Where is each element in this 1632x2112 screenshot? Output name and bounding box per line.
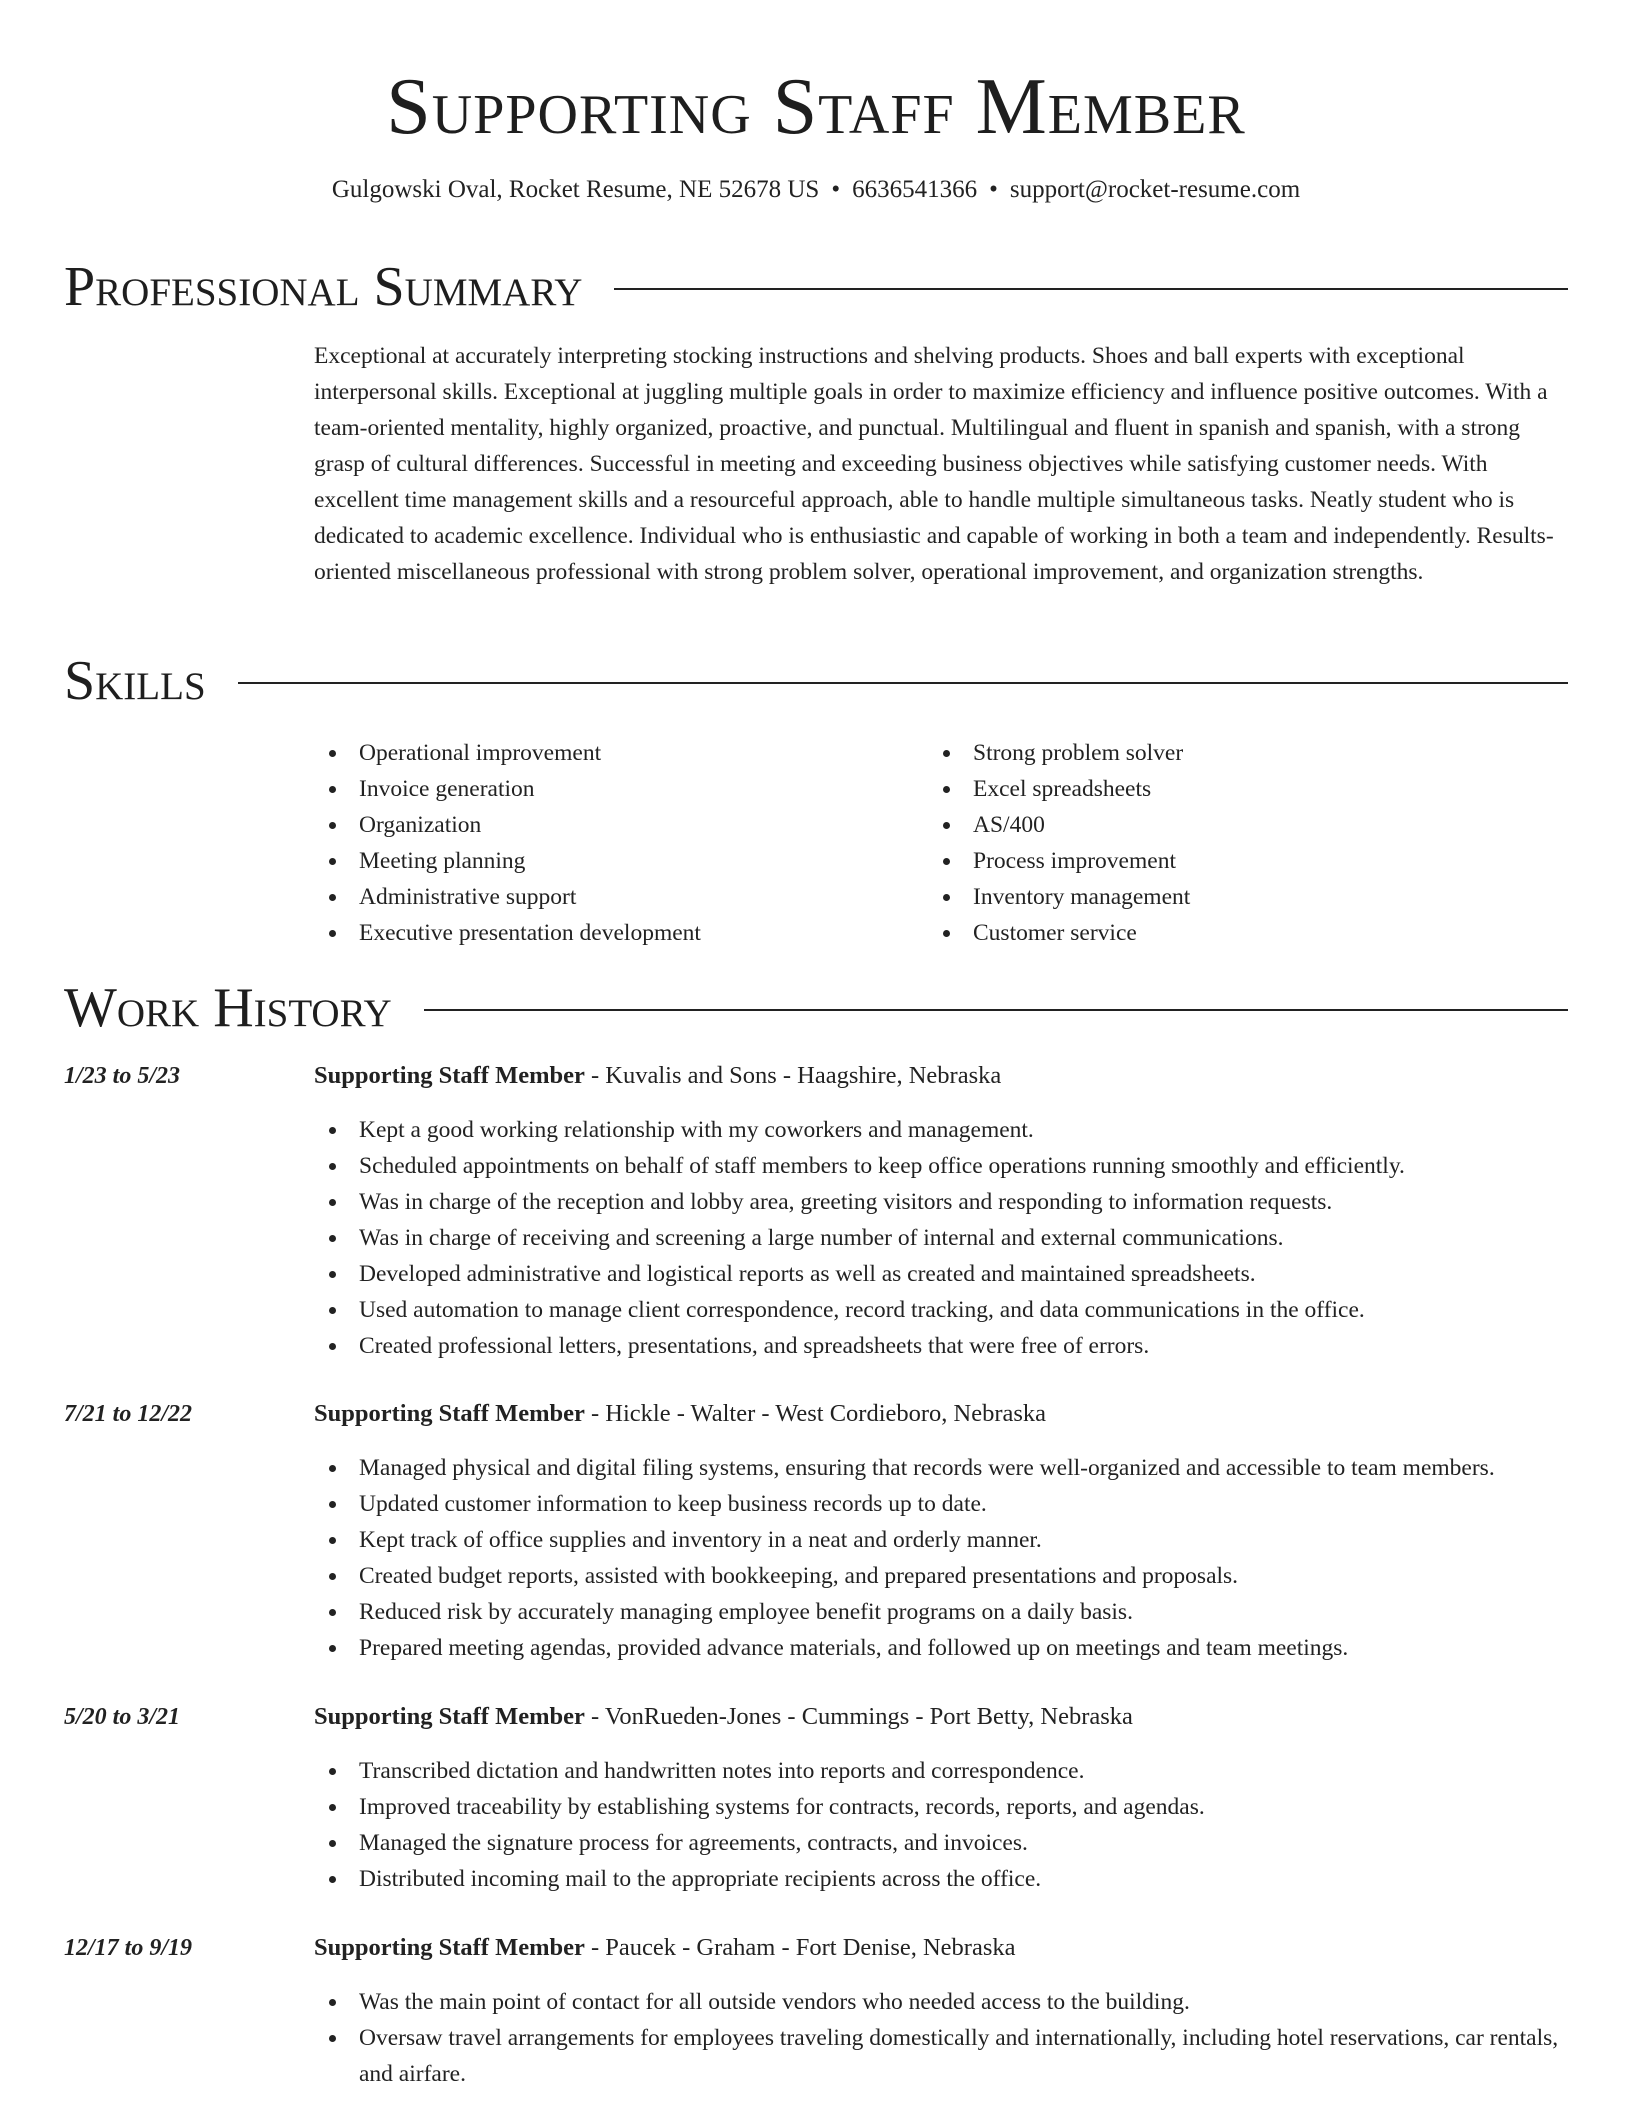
job-bullet: Managed physical and digital filing systems, ensuring that records were well-organized and accessible to team members. bbox=[314, 1450, 1568, 1486]
contact-address: Gulgowski Oval, Rocket Resume, NE 52678 US bbox=[331, 176, 820, 203]
section-divider bbox=[424, 1009, 1568, 1011]
job-bullet: Kept track of office supplies and inventory in a neat and orderly manner. bbox=[314, 1522, 1568, 1558]
skill-item: Meeting planning bbox=[314, 843, 914, 879]
skills-list-right bbox=[928, 735, 1528, 951]
job-bullet: Distributed incoming mail to the appropriate recipients across the office. bbox=[314, 1861, 1568, 1897]
contact-separator: • bbox=[831, 176, 841, 203]
contact-phone: 6636541366 bbox=[852, 176, 978, 203]
section-divider bbox=[238, 682, 1568, 684]
job-bullet: Was the main point of contact for all outside vendors who needed access to the building. bbox=[314, 1984, 1568, 2020]
job-heading bbox=[314, 1699, 1133, 1735]
job-bullet: Reduced risk by accurately managing employee benefit programs on a daily basis. bbox=[314, 1594, 1568, 1630]
contact-line bbox=[0, 175, 1632, 205]
skill-item: AS/400 bbox=[928, 807, 1528, 843]
skill-item: Process improvement bbox=[928, 843, 1528, 879]
skill-item: Invoice generation bbox=[314, 771, 914, 807]
job-dates: 12/17 to 9/19 bbox=[64, 1935, 193, 1961]
job-dates: 1/23 to 5/23 bbox=[64, 1063, 181, 1089]
job-heading bbox=[314, 1930, 1016, 1966]
job-bullet: Transcribed dictation and handwritten notes into reports and correspondence. bbox=[314, 1753, 1568, 1789]
section-divider bbox=[614, 288, 1568, 290]
job-heading bbox=[314, 1058, 1001, 1094]
job-bullet: Was in charge of the reception and lobby area, greeting visitors and responding to information requests. bbox=[314, 1184, 1568, 1220]
skill-item: Strong problem solver bbox=[928, 735, 1528, 771]
contact-email[interactable]: support@rocket-resume.com bbox=[1009, 176, 1301, 203]
job-bullet: Used automation to manage client correspondence, record tracking, and data communications in the office. bbox=[314, 1292, 1568, 1328]
skill-item: Inventory management bbox=[928, 879, 1528, 915]
candidate-name: Supporting Staff Member bbox=[386, 63, 1246, 151]
summary-section-title: Professional Summary bbox=[64, 256, 583, 318]
job-heading bbox=[314, 1396, 1046, 1432]
job-bullet-list bbox=[314, 1753, 1568, 1897]
job-bullet-list bbox=[314, 1450, 1568, 1666]
job-bullet-list bbox=[314, 1112, 1568, 1364]
job-bullet: Updated customer information to keep business records up to date. bbox=[314, 1486, 1568, 1522]
skills-section-title: Skills bbox=[64, 650, 206, 712]
job-bullet: Was in charge of receiving and screening a large number of internal and external communications. bbox=[314, 1220, 1568, 1256]
skill-item: Excel spreadsheets bbox=[928, 771, 1528, 807]
job-bullet: Created professional letters, presentations, and spreadsheets that were free of errors. bbox=[314, 1328, 1568, 1364]
work-section-title: Work History bbox=[64, 977, 392, 1039]
job-bullet: Kept a good working relationship with my coworkers and management. bbox=[314, 1112, 1568, 1148]
skills-section-header bbox=[64, 646, 1568, 716]
summary-text: Exceptional at accurately interpreting stocking instructions and shelving products. Shoes and ball experts with exceptional interpersonal skills. Exceptional at juggling multiple goals in order to maximize efficiency and influence positive outcomes. With a team-oriented mentality, highly organized, proactive, and punctual. Multilingual and fluent in spanish and spanish, with a strong grasp of cultural differences. Successful in meeting and exceeding business objectives while satisfying customer needs. With excellent time management skills and a resourceful approach, able to handle multiple simultaneous tasks. Neatly student who is dedicated to academic excellence. Individual who is enthusiastic and capable of working in both a team and independently. Results-oriented miscellaneous professional with strong problem solver, operational improvement, and organization strengths. bbox=[314, 343, 1554, 585]
summary-section-header bbox=[64, 252, 1568, 322]
job-bullet: Managed the signature process for agreements, contracts, and invoices. bbox=[314, 1825, 1568, 1861]
job-employer: - Paucek - Graham - Fort Denise, Nebraska bbox=[584, 1934, 1016, 1961]
skill-item: Executive presentation development bbox=[314, 915, 914, 951]
contact-separator: • bbox=[989, 176, 998, 203]
job-bullet: Created budget reports, assisted with bookkeeping, and prepared presentations and proposals. bbox=[314, 1558, 1568, 1594]
job-title: Supporting Staff Member bbox=[314, 1934, 585, 1961]
job-bullet-list bbox=[314, 1984, 1568, 2092]
job-dates: 5/20 to 3/21 bbox=[64, 1704, 181, 1730]
job-bullet: Developed administrative and logistical reports as well as created and maintained spreadsheets. bbox=[314, 1256, 1568, 1292]
job-bullet: Improved traceability by establishing systems for contracts, records, reports, and agendas. bbox=[314, 1789, 1568, 1825]
work-section-header bbox=[64, 973, 1568, 1043]
job-bullet: Scheduled appointments on behalf of staff members to keep office operations running smoothly and efficiently. bbox=[314, 1148, 1568, 1184]
skill-item: Customer service bbox=[928, 915, 1528, 951]
job-bullet: Oversaw travel arrangements for employees traveling domestically and internationally, including hotel reservations, car rentals, and airfare. bbox=[314, 2020, 1568, 2092]
job-title: Supporting Staff Member bbox=[314, 1400, 585, 1427]
job-bullet: Prepared meeting agendas, provided advance materials, and followed up on meetings and team meetings. bbox=[314, 1630, 1568, 1666]
job-dates: 7/21 to 12/22 bbox=[64, 1401, 193, 1427]
skill-item: Administrative support bbox=[314, 879, 914, 915]
job-employer: - Kuvalis and Sons - Haagshire, Nebraska bbox=[584, 1062, 1002, 1089]
job-employer: - Hickle - Walter - West Cordieboro, Nebraska bbox=[584, 1400, 1047, 1427]
skill-item: Organization bbox=[314, 807, 914, 843]
job-title: Supporting Staff Member bbox=[314, 1062, 585, 1089]
skills-list-left bbox=[314, 735, 914, 951]
skill-item: Operational improvement bbox=[314, 735, 914, 771]
job-title: Supporting Staff Member bbox=[314, 1703, 585, 1730]
job-employer: - VonRueden-Jones - Cummings - Port Betty, Nebraska bbox=[584, 1703, 1133, 1730]
